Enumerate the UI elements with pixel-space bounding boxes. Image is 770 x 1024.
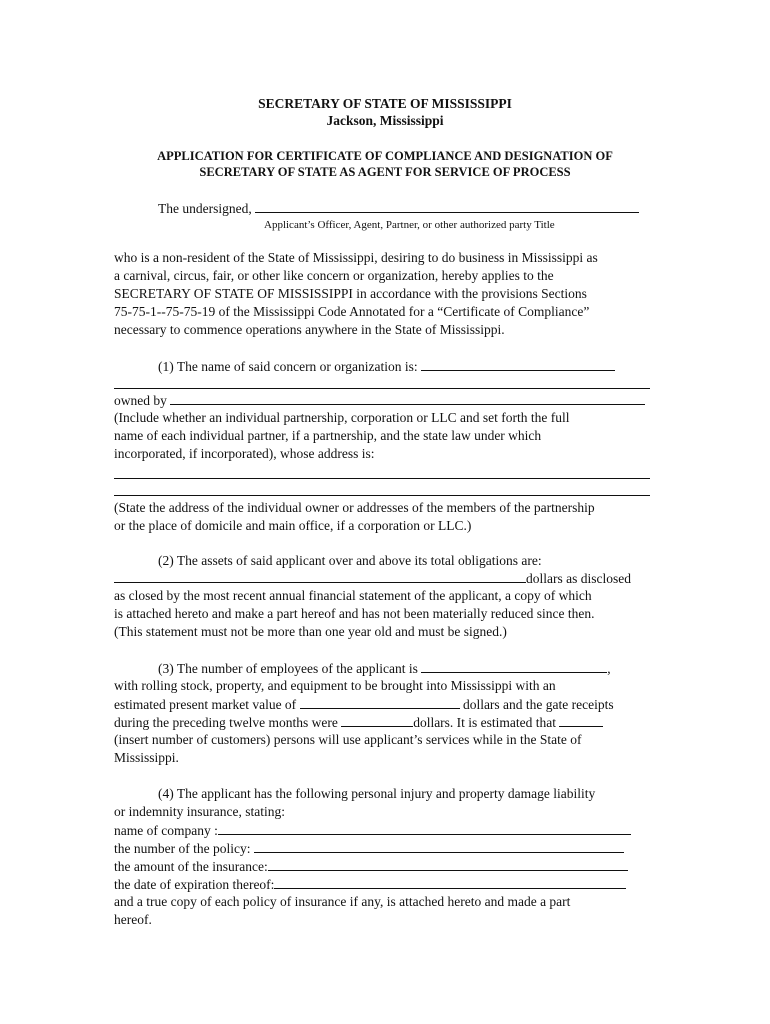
expiration-label: the date of expiration thereof: <box>114 877 275 892</box>
section-1-label: (1) The name of said concern or organization is: <box>158 359 418 374</box>
policy-label: the number of the policy: <box>114 841 251 856</box>
customers-field[interactable] <box>559 713 603 727</box>
policy-row <box>114 839 624 858</box>
section-1-text: (Include whether an individual partnership, corporation or LLC and set forth the full <box>114 410 570 425</box>
intro-line: SECRETARY OF STATE OF MISSISSIPPI in accordance with the provisions Sections <box>114 286 587 301</box>
expiration-row <box>114 875 626 894</box>
section-2-text: (This statement must not be more than one year old and must be signed.) <box>114 624 507 639</box>
section-3-text: Mississippi. <box>114 750 179 765</box>
section-4-label: (4) The applicant has the following personal injury and property damage liability <box>158 786 596 801</box>
section-2-label: (2) The assets of said applicant over and above its total obligations are: <box>158 553 542 568</box>
section-3-label: (3) The number of employees of the applicant is <box>158 661 418 676</box>
section-1-text: incorporated, if incorporated), whose address is: <box>114 446 375 461</box>
section-1-note: (State the address of the individual owner or addresses of the members of the partnership <box>114 500 595 515</box>
market-value-row <box>114 695 614 714</box>
form-title-line-2: SECRETARY OF STATE AS AGENT FOR SERVICE OF PROCESS <box>199 165 571 179</box>
market-value-field[interactable] <box>300 695 460 709</box>
section-4-text: hereof. <box>114 912 152 927</box>
organization-name-field-continued[interactable] <box>114 388 650 389</box>
expiration-field[interactable] <box>274 875 626 889</box>
section-4-text: or indemnity insurance, stating: <box>114 804 285 819</box>
agency-location: Jackson, Mississippi <box>326 113 444 128</box>
section-3-text: (insert number of customers) persons will use applicant’s services while in the State of <box>114 732 582 747</box>
gate-receipts-label: dollars and the gate receipts <box>462 697 614 712</box>
section-2-text: is attached hereto and make a part hereof and has not been materially reduced since then. <box>114 606 595 621</box>
section-3-text: with rolling stock, property, and equipment to be brought into Mississippi with an <box>114 678 556 693</box>
section-4-text: and a true copy of each policy of insurance if any, is attached hereto and made a part <box>114 894 571 909</box>
section-1-text: name of each individual partner, if a partnership, and the state law under which <box>114 428 542 443</box>
section-2-text: as closed by the most recent annual financial statement of the applicant, a copy of which <box>114 588 592 603</box>
market-value-label: estimated present market value of <box>114 697 297 712</box>
organization-name-field[interactable] <box>421 357 615 371</box>
assets-row <box>114 569 631 588</box>
assets-amount-field[interactable] <box>114 569 526 583</box>
gate-receipts-field[interactable] <box>341 713 413 727</box>
assets-dollars-label: dollars as disclosed <box>526 571 631 586</box>
owned-by-label: owned by <box>114 393 167 408</box>
form-title-line-1: APPLICATION FOR CERTIFICATE OF COMPLIANCE AND DESIGNATION OF <box>157 149 613 163</box>
section-1-note: or the place of domicile and main office, if a corporation or LLC.) <box>114 518 472 533</box>
section-1-row <box>158 357 615 376</box>
amount-row <box>114 857 628 876</box>
company-row <box>114 821 631 840</box>
intro-line: who is a non-resident of the State of Mississippi, desiring to do business in Mississippi as <box>114 250 598 265</box>
amount-field[interactable] <box>268 857 628 871</box>
owned-by-row <box>114 391 645 410</box>
intro-line: necessary to commence operations anywhere in the State of Mississippi. <box>114 322 505 337</box>
estimated-label: dollars. It is estimated that <box>413 715 557 730</box>
amount-label: the amount of the insurance: <box>114 859 268 874</box>
owned-by-field[interactable] <box>170 391 645 405</box>
company-field[interactable] <box>218 821 631 835</box>
undersigned-caption: Applicant’s Officer, Agent, Partner, or other authorized party Title <box>264 219 555 231</box>
employees-field[interactable] <box>421 659 607 673</box>
preceding-months-label: during the preceding twelve months were <box>114 715 338 730</box>
address-field-line-2[interactable] <box>114 495 650 496</box>
section-3-row <box>158 659 611 678</box>
intro-line: a carnival, circus, fair, or other like concern or organization, hereby applies to the <box>114 268 554 283</box>
undersigned-field[interactable] <box>255 199 639 213</box>
comma: , <box>607 661 611 676</box>
gate-receipts-row <box>114 713 603 732</box>
company-label: name of company : <box>114 823 218 838</box>
address-field-line-1[interactable] <box>114 478 650 479</box>
undersigned-label: The undersigned, <box>158 201 252 216</box>
intro-line: 75-75-1--75-75-19 of the Mississippi Code Annotated for a “Certificate of Compliance” <box>114 304 590 319</box>
policy-field[interactable] <box>254 839 624 853</box>
agency-name: SECRETARY OF STATE OF MISSISSIPPI <box>258 96 512 111</box>
